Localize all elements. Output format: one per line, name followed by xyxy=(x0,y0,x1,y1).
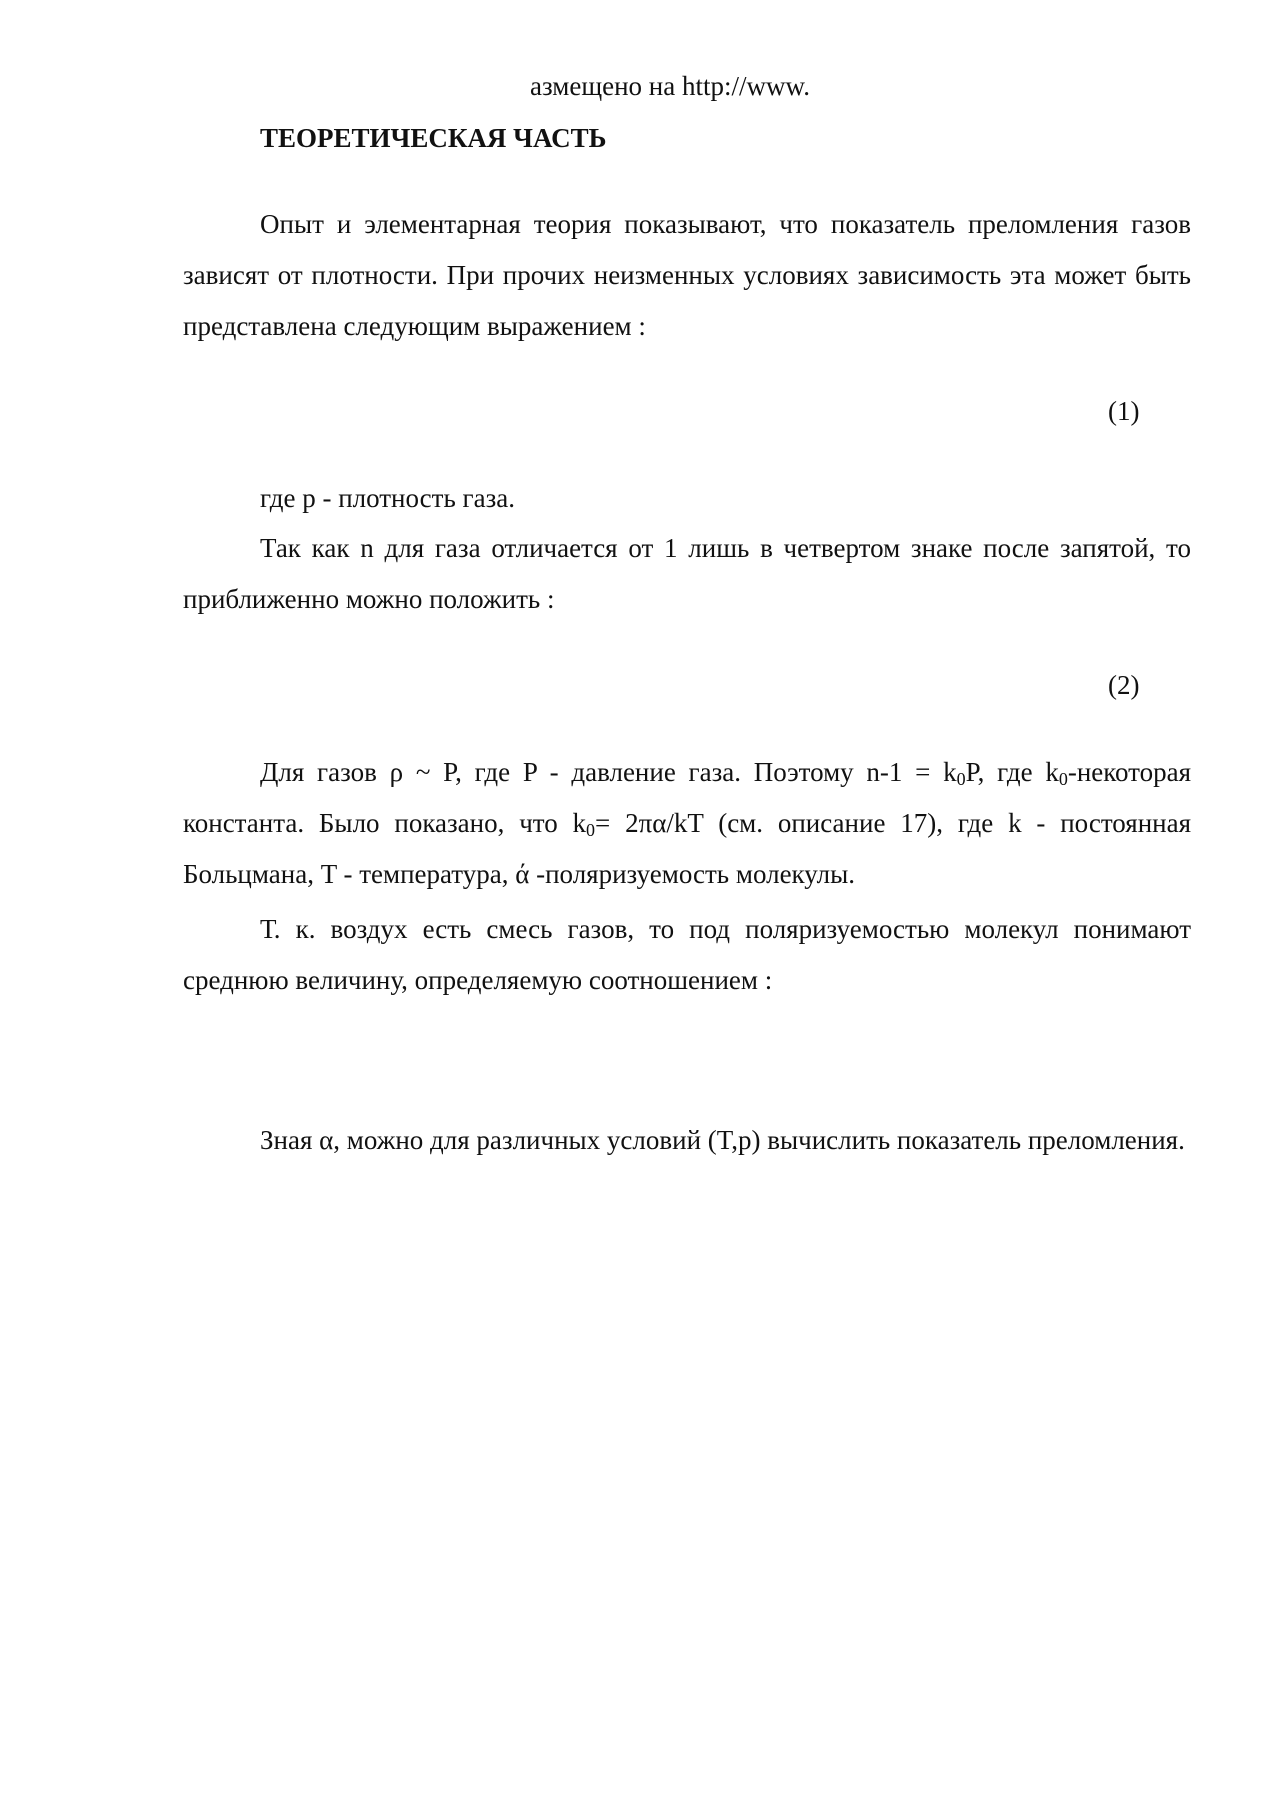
pressure-text-d: = 2πα/kT (см. описание 17), где k - постоянная Больцмана, T - температура, ά -поляризуемость молекулы. xyxy=(183,808,1191,889)
pressure-text-b: P, где k xyxy=(965,757,1059,787)
pressure-text-c: -некоторая константа. Было показано, что k xyxy=(183,757,1192,838)
paragraph-intro: Опыт и элементарная теория показывают, что показатель преломления газов зависят от плотности. При прочих неизменных условиях зависимость эта может быть представлена следующим выражением : xyxy=(183,209,1191,341)
equation-number-1: (1) xyxy=(1108,396,1140,426)
subscript-zero: 0 xyxy=(956,769,966,789)
equation-number-2: (2) xyxy=(1108,670,1140,700)
subscript-zero: 0 xyxy=(586,820,596,840)
paragraph-approximation: Так как n для газа отличается от 1 лишь в четвертом знаке после запятой, то приближенно можно положить : xyxy=(183,533,1191,614)
paragraph-polarizability: Т. к. воздух есть смесь газов, то под поляризуемостью молекул понимают среднюю величину, определяемую соотношением : xyxy=(183,914,1191,995)
paragraph-conclusion: Зная α, можно для различных условий (T,p) вычислить показатель преломления. xyxy=(260,1125,1185,1155)
pressure-text-a: Для газов ρ ~ P, где P - давление газа. Поэтому n-1 = k xyxy=(260,757,957,787)
source-line: азмещено на http://www. xyxy=(530,71,810,101)
section-title: ТЕОРЕТИЧЕСКАЯ ЧАСТЬ xyxy=(260,123,607,153)
paragraph-pressure xyxy=(183,747,1191,900)
paragraph-density-note: где р - плотность газа. xyxy=(260,483,515,513)
subscript-zero: 0 xyxy=(1058,769,1068,789)
